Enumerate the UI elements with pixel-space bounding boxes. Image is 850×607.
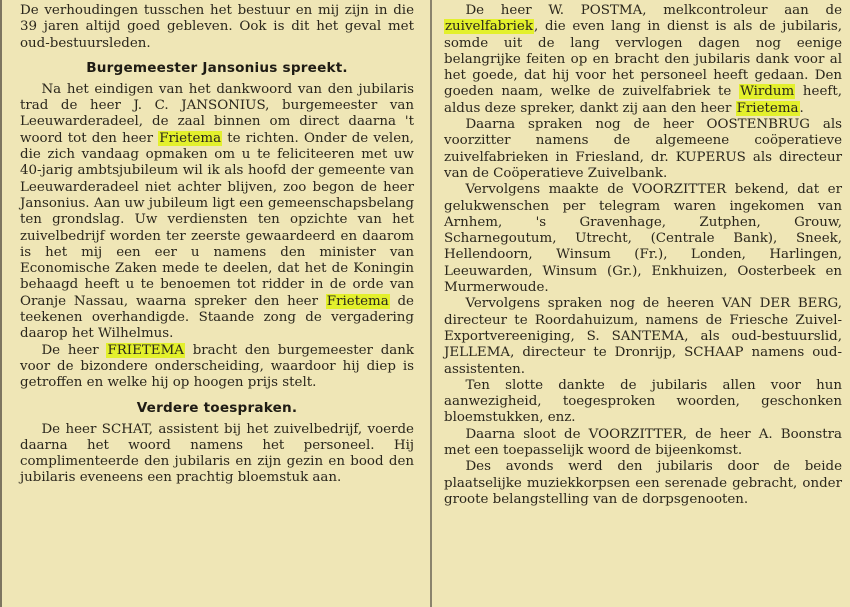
right-column xyxy=(430,0,850,607)
highlight-frietema: Frietema xyxy=(326,293,389,309)
paragraph-postma: De heer W. POSTMA, melkcontroleur aan de zuivelfabriek, die even lang in dienst is als de jubilaris, somde uit de lang vervlogen dagen nog eenige belangrijke feiten op en bracht den jubilaris dank voor al het goede, dat hij voor het personeel heeft gedaan. Den goeden naam, welke de zuivelfabriek te Wirdum heeft, aldus deze spreker, dankt zij aan den heer Frietema. xyxy=(444,3,842,116)
paragraph-closing-thanks: Ten slotte dankte de jubilaris allen voor hun aanwezigheid, toegesproken woorden, geschonken bloemstukken, enz. xyxy=(444,377,842,426)
paragraph-relations: De verhoudingen tusschen het bestuur en mij zijn in die 39 jaren altijd goed gebleven. Ook is dit het geval met oud-bestuursleden. xyxy=(20,3,414,51)
highlight-wirdum: Wirdum xyxy=(740,84,795,100)
paragraph-serenade: Des avonds werd den jubilaris door de beide plaatselijke muziekkorpsen een serenade gebracht, onder groote belangstelling van de dorpsgenooten. xyxy=(444,459,842,507)
paragraph-jansonius-speech: Na het eindigen van het dankwoord van den jubilaris trad de heer J. C. JANSONIUS, burgemeester van Leeuwarderadeel, de zaal binnen om direct daarna 't woord tot den heer Frietema te richten. Onder de velen, die zich vandaag opmaken om u te feliciteeren met uw 40-jarig ambtsjubileum wil ik als hoofd der gemeente van Leeuwarderadeel niet achter blijven, zoo begon de heer Jansonius. Aan uw jubileum ligt een gemeenschapsbelang ten grondslag. Uw verdiensten ten opzichte van het zuivelbedrijf worden ter zeerste gewaardeerd en daarom is het mij een eer u namens den minister van Economische Zaken mede te deelen, dat het de Koningin behaagd heeft u te benoemen tot ridder in de orde van Oranje Nassau, waarna spreker den heer Frietema de teekenen overhandigde. Staande zong de vergadering daarop het Wilhelmus. xyxy=(20,81,414,342)
section-heading-jansonius: Burgemeester Jansonius spreekt. xyxy=(86,59,348,76)
highlight-frietema: Frietema xyxy=(159,130,222,146)
paragraph-schat: De heer SCHAT, assistent bij het zuivelbedrijf, voerde daarna het woord namens het personeel. Hij complimenteerde den jubilaris en zijn gezin en bood den jubilaris eveneens een prachtig bloemstuk aan. xyxy=(20,421,414,486)
paragraph-chairman-closes: Daarna sloot de VOORZITTER, de heer A. Boonstra met een toepasselijk woord de bijeenkomst. xyxy=(444,426,842,459)
section-heading-speeches: Verdere toespraken. xyxy=(136,399,298,416)
highlight-zuivelfabriek: zuivelfabriek xyxy=(445,19,533,35)
paragraph-further-speakers: Vervolgens spraken nog de heeren VAN DER BERG, directeur te Roordahuizum, namens de Friesche Zuivel-Exportvereeniging, S. SANTEMA, als oud-bestuurslid, JELLEMA, directeur te Dronrijp, SCHAAP namens oud-assistenten. xyxy=(444,296,842,377)
paragraph-oostenbrug: Daarna spraken nog de heer OOSTENBRUG als voorzitter namens de algemeene coöperatieve zuivelfabrieken in Friesland, dr. KUPERUS als directeur van de Coöperatieve Zuivelbank. xyxy=(444,117,842,181)
highlight-frietema: Frietema xyxy=(736,100,799,116)
paragraph-frietema-thanks: De heer FRIETEMA bracht den burgemeester dank voor de bizondere onderscheiding, waardoor hij diep is getroffen en welke hij op hoogen prijs stelt. xyxy=(20,342,414,391)
paragraph-telegrams: Vervolgens maakte de VOORZITTER bekend, dat er gelukwenschen per telegram waren ingekomen van Arnhem, 's Gravenhage, Zutphen, Grouw, Scharnegoutum, Utrecht, (Centrale Bank), Sneek, Hellendoorn, Winsum (Fr.), Londen, Harlingen, Leeuwarden, Winsum (Gr.), Enkhuizen, Oosterbeek en Murmerwoude. xyxy=(444,182,842,296)
highlight-frietema: FRIETEMA xyxy=(107,342,184,358)
